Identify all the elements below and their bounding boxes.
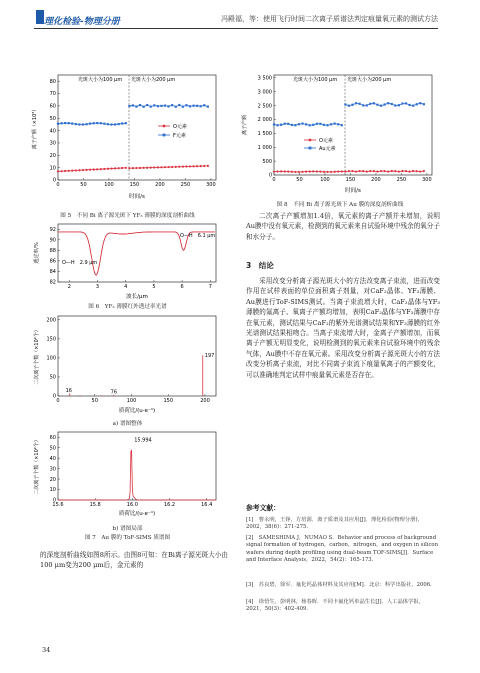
fig5-point-o — [100, 168, 102, 170]
fig5-point-o — [164, 166, 166, 168]
fig5-point-f — [114, 123, 116, 125]
fig7a-peak-label: 16 — [65, 387, 72, 394]
fig8-point-au — [366, 104, 368, 106]
fig8-point-au — [408, 104, 410, 106]
fig7a-xtick-label: 100 — [126, 398, 137, 404]
fig8-point-o — [362, 170, 364, 172]
fig8-point-au — [412, 105, 414, 107]
left-paragraph: 的深度剖析曲线如图8所示。由图8可知：在Bi离子源光斑大小由100 μm变为200 μm后，金元素的 — [40, 551, 228, 570]
fig5-point-f — [96, 122, 98, 124]
fig8-point-o — [330, 171, 332, 173]
journal-name: 理化检验-物理分册 — [44, 17, 120, 27]
fig5-point-o — [160, 166, 162, 168]
fig8-legend-o: O元素 — [319, 138, 333, 144]
fig8-ytick-label: 2 500 — [257, 103, 272, 110]
fig6-ytick-label: 88 — [49, 248, 56, 255]
fig7b-ylabel: 二次离子个数（×10²个） — [34, 437, 40, 495]
fig8-point-o — [305, 171, 307, 173]
fig8-point-au — [291, 124, 293, 126]
fig8-ytick-label: 0 — [268, 172, 272, 179]
fig7a-peak-label: 197 — [204, 353, 215, 360]
fig7a-ytick-label: 150 — [46, 336, 56, 343]
fig8-point-au — [398, 104, 400, 106]
fig5-point-o — [75, 169, 77, 171]
fig6-xtick-label: 2 — [67, 284, 71, 290]
fig8-point-o — [348, 170, 350, 172]
fig5-point-o — [121, 167, 123, 169]
fig5-xtick-label: 50 — [80, 182, 87, 188]
fig5-legend-o: O元素 — [173, 124, 187, 130]
fig5-point-o — [207, 165, 209, 167]
fig5-xtick-label: 150 — [129, 182, 140, 188]
fig7b-chart — [30, 428, 225, 528]
fig5-point-f — [178, 104, 180, 106]
fig6-ytick-label: 86 — [49, 258, 56, 265]
fig8-point-o — [309, 170, 311, 172]
fig6-ylabel: 透过率/% — [34, 242, 40, 264]
fig8-point-o — [419, 170, 421, 172]
fig5-ytick-label: 0 — [52, 177, 56, 184]
fig5-caption: 图 5 不同 Bi 离子源光斑下 YF₃ 薄膜的深度剖析曲线 — [60, 213, 195, 219]
fig8-point-au — [359, 103, 361, 105]
fig7a-xtick-label: 0 — [56, 398, 60, 404]
fig8-point-o — [319, 171, 321, 173]
fig6-ytick-label: 82 — [49, 279, 56, 286]
fig7a-xtick-label: 200 — [200, 398, 210, 404]
fig5-xtick-label: 100 — [104, 182, 114, 188]
fig8-point-o — [280, 170, 282, 172]
fig5-xlabel: 时间/s — [129, 194, 145, 200]
fig7a-subcaption: a) 谱图整体 — [112, 421, 143, 427]
fig8-point-au — [394, 104, 396, 106]
fig8-xtick-label: 200 — [371, 177, 381, 183]
fig8-xtick-label: 50 — [296, 177, 303, 183]
fig6-caption: 图 6 YF₃ 薄膜红外透过率光谱 — [88, 304, 167, 310]
fig8-point-o — [287, 170, 289, 172]
fig7b-xlabel: 质荷比/(u·e⁻¹) — [118, 511, 156, 517]
fig5-point-f — [200, 105, 202, 107]
fig5-point-o — [185, 165, 187, 167]
section-heading: 3 结论 — [246, 261, 274, 270]
fig5-point-o — [60, 170, 62, 172]
fig5-point-f — [182, 106, 184, 108]
fig8-point-o — [273, 171, 275, 173]
fig6-ytick-label: 84 — [49, 269, 56, 276]
fig5-point-o — [189, 165, 191, 167]
fig8-point-au — [405, 102, 407, 104]
fig5-point-o — [68, 170, 70, 172]
fig7a-xlabel: 质荷比/(u·e⁻¹) — [118, 408, 156, 414]
fig5-point-o — [118, 167, 120, 169]
fig7b-xtick-label: 15.6 — [52, 502, 64, 508]
fig5-point-f — [207, 106, 209, 108]
fig8-point-au — [423, 103, 425, 105]
fig8-point-au — [294, 124, 296, 126]
fig8-ytick-label: 3 000 — [257, 89, 272, 96]
fig5-point-f — [175, 106, 177, 108]
fig5-point-f — [203, 104, 205, 106]
fig8-point-au — [401, 103, 403, 105]
fig8-point-o — [334, 171, 336, 173]
fig6-ytick-label: 92 — [49, 226, 56, 233]
fig5-point-o — [125, 167, 127, 169]
fig7a-frame — [58, 316, 216, 396]
fig5-point-f — [153, 104, 155, 106]
fig5-point-o — [168, 166, 170, 168]
fig8-point-o — [408, 170, 410, 172]
ref-item: [3] 苏良碧，徐军．氟化钙晶体材料及其应用[M]．北京：科学出版社，2006. — [246, 582, 432, 588]
fig5-point-o — [171, 166, 173, 168]
fig7b-xtick-label: 16.4 — [201, 502, 213, 508]
fig5-point-o — [64, 170, 66, 172]
fig8-point-au — [369, 103, 371, 105]
fig8-point-o — [405, 170, 407, 172]
fig5-point-f — [57, 123, 59, 125]
fig8-point-o — [380, 170, 382, 172]
fig8-ylabel: 离子产额 — [242, 114, 248, 136]
fig6-ytick-label: 90 — [49, 237, 56, 244]
fig8-point-o — [337, 170, 339, 172]
fig8-point-o — [373, 170, 375, 172]
fig7-caption: 图 7 Au 膜的 ToF-SIMS 质谱图 — [84, 535, 171, 541]
fig6-ann2: O—H 2.9 μm — [62, 260, 98, 266]
fig8-point-o — [369, 170, 371, 172]
fig8-point-o — [355, 170, 357, 172]
fig5-ytick-label: 30 — [49, 140, 56, 147]
fig5-point-o — [150, 167, 152, 169]
refs-heading: 参考文献： — [246, 504, 280, 512]
header-rule — [34, 28, 438, 29]
fig8-ytick-label: 1 000 — [257, 144, 272, 151]
fig5-point-o — [103, 168, 105, 170]
fig8-point-o — [298, 171, 300, 173]
fig7a-xtick-label: 50 — [91, 398, 98, 404]
fig5-point-f — [103, 123, 105, 125]
fig7a-ytick-label: 200 — [46, 317, 56, 324]
right-paragraph-2: 采用改变分析离子源光斑大小的方法改变离子束流，进而改变作用在试样表面的单位面积离子剂量，对CaF₂晶体、YF₃薄膜、Au膜进行ToF-SIMS测试。当离子束流增大时，CaF₂晶体与YF₃薄膜的氟离子、氧离子产额均增加，表明CaF₂晶体与YF₃薄膜中存在氧元素，测试结果与CaF₂的紫外光谱测试结果和YF₃薄膜的红外光谱测试结果相吻合。当离子束流增大时，金离子产额增加，而氧离子产额无明显变化，说明检测到的氧元素来自试验环境中的残余气体，Au膜中不存在氧元素。采用改变分析离子源光斑大小的方法改变分析离子束流，对比不同离子束流下痕量氧离子的产额变化，可以准确地判定试样中痕量氧元素是否存在。 — [246, 277, 440, 379]
fig5-point-o — [85, 169, 87, 171]
fig8-point-au — [309, 124, 311, 126]
fig5-point-f — [93, 122, 95, 124]
fig8-point-o — [284, 170, 286, 172]
fig8-point-au — [319, 123, 321, 125]
fig5-point-f — [150, 106, 152, 108]
fig5-point-o — [93, 168, 95, 170]
fig5-point-f — [125, 122, 127, 124]
fig8-point-au — [280, 124, 282, 126]
fig8-point-o — [398, 170, 400, 172]
fig5-point-o — [71, 170, 73, 172]
fig8-point-o — [301, 171, 303, 173]
fig8-point-au — [387, 102, 389, 104]
fig8-point-au — [351, 104, 353, 106]
fig5-point-f — [168, 105, 170, 107]
fig7b-spectrum-line — [58, 451, 216, 501]
fig7b-xtick-label: 15.8 — [89, 502, 101, 508]
fig5-point-f — [82, 123, 84, 125]
fig8-point-au — [334, 123, 336, 125]
fig5-point-f — [100, 122, 102, 124]
fig7a-chart — [30, 312, 225, 422]
fig5-point-o — [192, 165, 194, 167]
fig8-point-o — [326, 171, 328, 173]
fig8-point-o — [391, 170, 393, 172]
fig8-xtick-label: 250 — [396, 177, 407, 183]
fig8-point-o — [366, 170, 368, 172]
fig5-xtick-label: 0 — [56, 182, 60, 188]
fig8-point-au — [348, 105, 350, 107]
fig8-xtick-label: 300 — [422, 177, 432, 183]
fig5-region1: 光斑大小为100 μm — [78, 77, 123, 83]
fig5-point-o — [200, 165, 202, 167]
fig5-legend-f: F元素 — [173, 133, 186, 139]
fig8-legend-au: Au元素 — [319, 146, 336, 152]
fig5-xtick-label: 300 — [206, 182, 216, 188]
fig5-point-o — [143, 167, 145, 169]
fig6-xtick-label: 4 — [124, 284, 128, 290]
fig8-point-o — [276, 170, 278, 172]
fig5-legend — [158, 123, 187, 139]
fig5-point-o — [114, 167, 116, 169]
fig8-region2: 光斑大小为200 μm — [347, 77, 392, 83]
fig5-point-f — [160, 105, 162, 107]
fig8-point-au — [287, 123, 289, 125]
fig5-point-f — [146, 104, 148, 106]
fig8-point-o — [416, 170, 418, 172]
fig8-point-au — [337, 123, 339, 125]
fig5-point-f — [107, 123, 109, 125]
fig5-point-f — [71, 122, 73, 124]
fig8-point-au — [373, 102, 375, 104]
fig8-point-au — [330, 123, 332, 125]
fig8-point-au — [301, 123, 303, 125]
fig5-point-f — [185, 104, 187, 106]
fig5-point-o — [89, 169, 91, 171]
fig5-ytick-label: 60 — [49, 103, 56, 110]
fig8-point-o — [376, 170, 378, 172]
fig7a-peak-label: 76 — [110, 389, 118, 396]
fig5-point-f — [164, 105, 166, 107]
fig5-point-f — [128, 105, 130, 107]
fig8-point-au — [376, 104, 378, 106]
fig6-xtick-label: 7 — [208, 284, 212, 290]
journal-logo — [36, 10, 44, 24]
fig8-legend — [304, 137, 336, 152]
fig8-point-au — [380, 105, 382, 107]
ref-item: [4] 徐悟生，彭明林，杨春晖．不同卡氟化钙单晶生长[J]．人工晶体学报，2021，50(3)：402-409. — [246, 599, 424, 613]
fig8-point-au — [276, 124, 278, 126]
fig5-point-f — [89, 123, 91, 125]
fig8-ytick-label: 3 500 — [257, 75, 272, 82]
running-title: 冯殿福，等：使用飞行时间二次离子质谱法判定痕量氧元素的测试方法 — [221, 15, 438, 23]
fig8-point-o — [316, 170, 318, 172]
fig5-point-f — [68, 122, 70, 124]
fig5-point-f — [192, 105, 194, 107]
fig8-point-o — [384, 170, 386, 172]
fig5-point-f — [85, 123, 87, 125]
fig5-ylabel: 离子产额（×10³） — [32, 106, 38, 150]
fig5-ytick-label: 70 — [49, 91, 56, 98]
fig7b-subcaption: b) 谱图局部 — [112, 526, 143, 532]
fig8-point-o — [291, 171, 293, 173]
fig7a-xtick-label: 150 — [163, 398, 174, 404]
page-number: 34 — [42, 646, 51, 654]
fig5-point-o — [96, 168, 98, 170]
fig5-point-f — [132, 104, 134, 106]
fig8-point-o — [344, 170, 346, 172]
fig5-point-f — [78, 123, 80, 125]
fig5-point-o — [135, 167, 137, 169]
fig5-point-f — [75, 123, 77, 125]
fig5-point-f — [64, 122, 66, 124]
fig5-point-f — [121, 122, 123, 124]
fig8-xtick-label: 0 — [272, 177, 276, 183]
fig7b-ytick-label: 40 — [49, 455, 56, 462]
fig7b-ytick-label: 10 — [49, 487, 56, 494]
fig8-caption: 图 8 不同 Bi 离子源光斑下 Au 膜的深度剖析曲线 — [276, 202, 404, 208]
fig5-xtick-label: 250 — [180, 182, 191, 188]
fig5-point-o — [82, 169, 84, 171]
fig7a-ytick-label: 0 — [52, 393, 56, 400]
fig8-point-au — [326, 124, 328, 126]
fig5-point-o — [175, 166, 177, 168]
fig8-point-au — [419, 102, 421, 104]
fig5-point-o — [157, 166, 159, 168]
fig8-point-au — [344, 103, 346, 105]
fig5-ytick-label: 50 — [49, 115, 56, 122]
fig7b-xtick-label: 16.2 — [163, 502, 176, 508]
fig5-point-o — [57, 170, 59, 172]
fig8-point-au — [362, 104, 364, 106]
fig5-point-o — [110, 167, 112, 169]
fig5-point-o — [153, 166, 155, 168]
fig7b-peak-label: 15.994 — [134, 437, 152, 444]
fig5-point-f — [110, 123, 112, 125]
fig7a-ylabel: 二次离子个数（×10²个） — [34, 327, 40, 385]
fig8-ytick-label: 1 500 — [257, 131, 272, 138]
fig8-point-o — [394, 170, 396, 172]
fig5-point-o — [107, 168, 109, 170]
fig7b-ytick-label: 50 — [49, 445, 56, 452]
fig8-point-au — [316, 123, 318, 125]
fig8-frame — [274, 75, 432, 175]
fig8-point-o — [351, 170, 353, 172]
fig5-ytick-label: 10 — [49, 165, 56, 172]
fig8-point-au — [355, 102, 357, 104]
fig8-xlabel: 时间/s — [345, 188, 361, 194]
fig8-point-o — [323, 171, 325, 173]
fig8-point-au — [391, 103, 393, 105]
fig6-xtick-label: 3 — [95, 284, 100, 290]
fig8-point-au — [298, 123, 300, 125]
ref-item: [2] SAMESHIMA J，NUMAO S．Behavior and process of background signal formation of hydrogen，carbon，nitrogen，and oxygen in silicon wafers during depth profiling using dual-beam TOF-SIMS[J]．Surface and Interface Analysis，2022，54(2)：165-173. — [246, 535, 439, 564]
fig8-point-au — [273, 123, 275, 125]
fig5-ytick-label: 20 — [49, 152, 56, 159]
fig8-point-au — [341, 124, 343, 126]
fig8-point-o — [312, 170, 314, 172]
fig8-point-au — [323, 124, 325, 126]
fig5-point-o — [178, 166, 180, 168]
fig5-point-o — [196, 165, 198, 167]
fig5-point-f — [60, 122, 62, 124]
fig5-xtick-label: 200 — [155, 182, 165, 188]
fig7b-ytick-label: 30 — [49, 466, 56, 473]
fig8-point-au — [416, 103, 418, 105]
fig7b-ytick-label: 20 — [49, 476, 56, 483]
fig5-point-o — [182, 166, 184, 168]
fig7a-ytick-label: 100 — [46, 355, 56, 362]
fig5-point-o — [139, 167, 141, 169]
fig8-point-o — [294, 171, 296, 173]
fig7a-ytick-label: 50 — [49, 374, 56, 381]
fig5-region2: 光斑大小为200 μm — [131, 77, 176, 83]
fig5-point-f — [171, 104, 173, 106]
fig8-point-o — [401, 170, 403, 172]
fig5-ytick-label: 40 — [49, 128, 56, 135]
fig5-point-o — [146, 167, 148, 169]
fig5-point-f — [189, 105, 191, 107]
fig8-xtick-label: 150 — [345, 177, 356, 183]
fig5-point-f — [139, 104, 141, 106]
fig6-ann1: O—H 6.1 μm — [180, 233, 216, 239]
right-paragraph-1: 二次离子产额增加1.4倍，氧元素的离子产额并未增加，说明Au膜中没有氧元素，检测到的氧元素来自试验环境中残余的氧分子和水分子。 — [246, 212, 440, 241]
fig8-point-o — [423, 170, 425, 172]
fig6-xtick-label: 5 — [152, 284, 156, 290]
fig8-region1: 光斑大小为100 μm — [293, 77, 338, 83]
fig8-point-o — [341, 170, 343, 172]
fig5-chart — [30, 70, 225, 210]
fig5-point-f — [157, 105, 159, 107]
fig5-point-f — [118, 123, 120, 125]
fig5-point-o — [128, 167, 130, 169]
fig5-point-f — [135, 105, 137, 107]
fig8-point-au — [305, 123, 307, 125]
fig8-point-o — [387, 170, 389, 172]
fig8-xtick-label: 100 — [320, 177, 330, 183]
fig8-ytick-label: 2 000 — [257, 117, 272, 124]
fig6-xlabel: 波长/μm — [126, 294, 148, 300]
ref-item: [1] 曹永明，王铮，方培源．离子质谱及其应用[J]．理化检验(物理分册)，2002，38(6)：271-275. — [246, 517, 423, 531]
fig8-ytick-label: 500 — [262, 158, 272, 165]
fig6-xtick-label: 6 — [180, 284, 184, 290]
fig5-point-f — [196, 105, 198, 107]
fig8-point-au — [284, 123, 286, 125]
fig5-frame — [58, 75, 216, 180]
fig8-chart — [240, 70, 440, 198]
fig7b-ytick-label: 0 — [52, 497, 56, 504]
fig8-point-o — [359, 170, 361, 172]
fig7b-xtick-label: 16.0 — [126, 502, 138, 508]
fig8-point-o — [412, 170, 414, 172]
fig5-point-o — [78, 169, 80, 171]
fig7b-ytick-label: 60 — [49, 434, 56, 441]
fig8-point-au — [384, 103, 386, 105]
fig5-point-o — [203, 165, 205, 167]
fig5-point-o — [132, 167, 134, 169]
fig6-chart — [30, 220, 225, 302]
fig5-point-f — [143, 106, 145, 108]
fig5-ytick-label: 80 — [49, 78, 56, 85]
fig8-point-au — [312, 124, 314, 126]
